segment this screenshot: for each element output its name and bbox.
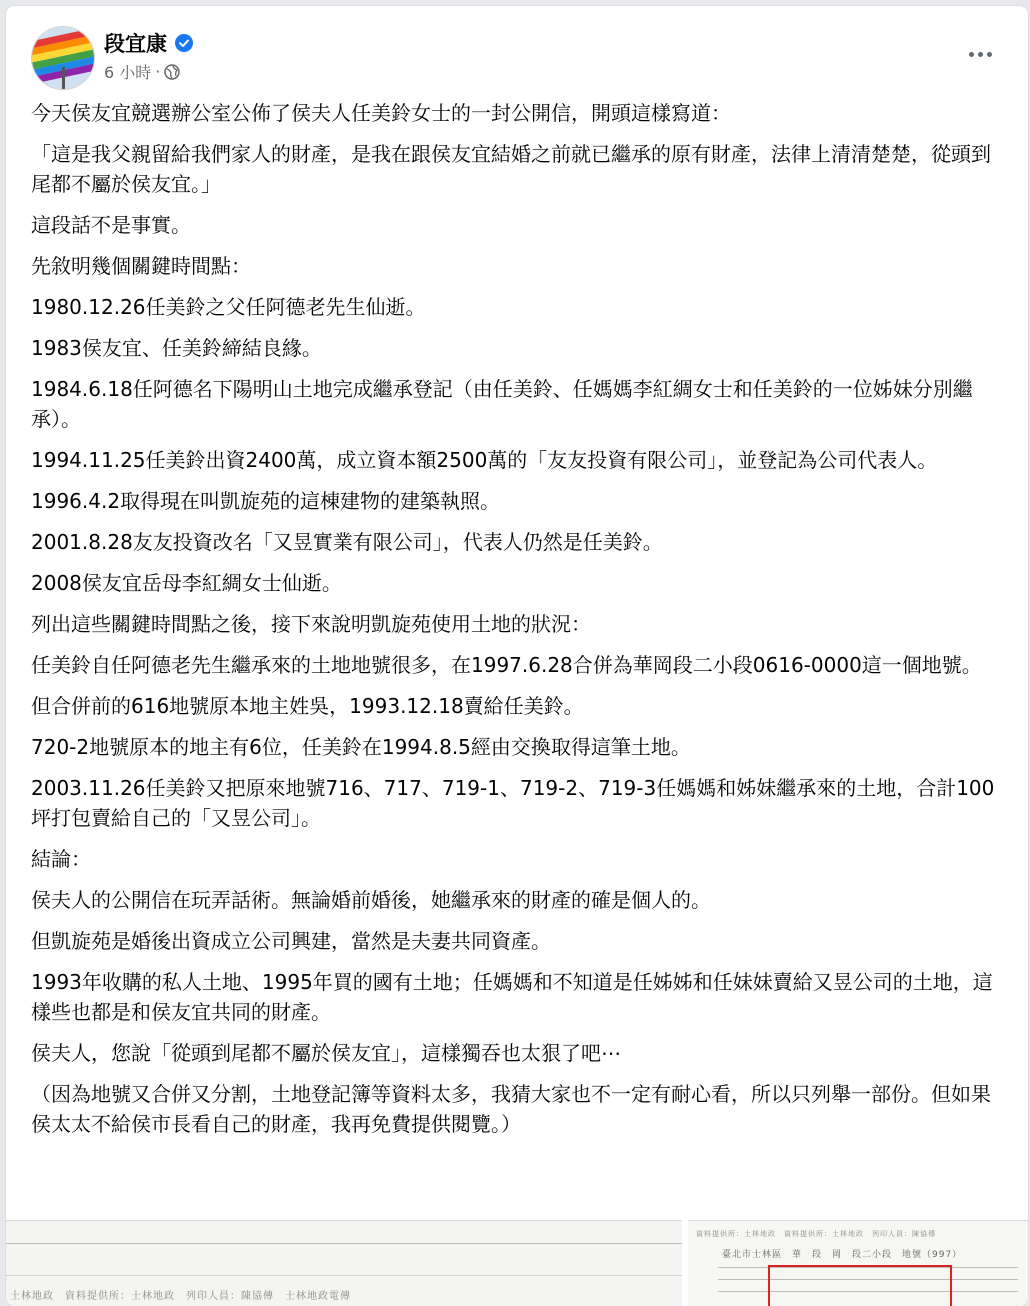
author-name[interactable] [104,28,193,58]
post-paragraph: 但合併前的616地號原本地主姓吳，1993.12.18賣給任美鈴。 [31,694,584,718]
avatar[interactable] [31,26,95,90]
post-header [6,6,1028,96]
attachment-photo-right[interactable] [688,1220,1028,1306]
more-options-button[interactable] [962,42,998,66]
post-time[interactable]: 6 小時 [104,63,152,82]
post-paragraph: 先敘明幾個關鍵時間點： [31,254,251,278]
post-paragraph: 2001.8.28友友投資改名「又昱實業有限公司」，代表人仍然是任美鈴。 [31,530,663,554]
post-paragraph: 2003.11.26任美鈴又把原來地號716、717、719-1、719-2、719-3任媽媽和姊妹繼承來的土地，合計100坪打包賣給自己的「又昱公司」。 [31,776,995,830]
post-paragraph: 結論： [31,847,91,871]
post-paragraph: 「這是我父親留給我們家人的財產，是我在跟侯友宜結婚之前就已繼承的原有財產，法律上清清楚楚，從頭到尾都不屬於侯友宜。」 [31,142,991,196]
post-paragraph: 1983侯友宜、任美鈴締結良緣。 [31,336,322,360]
more-dot-icon [978,52,983,57]
doc-rule [6,1243,682,1244]
globe-icon[interactable] [164,64,180,80]
more-dot-icon [969,52,974,57]
post-paragraph: 1994.11.25任美鈴出資2400萬，成立資本額2500萬的「友友投資有限公司」，並登記為公司代表人。 [31,448,938,472]
post-attachments [6,1220,1028,1306]
author-name-label[interactable]: 段宜康 [104,32,167,56]
attachment-photo-left[interactable] [6,1220,682,1306]
post-paragraph: 1984.6.18任阿德名下陽明山土地完成繼承登記（由任美鈴、任媽媽李紅綢女士和任美鈴的一位姊妹分別繼承）。 [31,377,973,431]
doc-text-right-header: 資料提供所：土林地政 資料提供所：土林地政 列印人員：陳協傳 [696,1230,936,1238]
post-paragraph: 但凱旋苑是婚後出資成立公司興建，當然是夫妻共同資產。 [31,929,551,953]
post-paragraph: 列出這些關鍵時間點之後，接下來說明凱旋苑使用土地的狀況： [31,612,591,636]
doc-rule [6,1275,682,1276]
post-paragraph: 今天侯友宜競選辦公室公佈了侯夫人任美鈴女士的一封公開信，開頭這樣寫道： [31,101,731,125]
doc-highlight-box [768,1265,952,1306]
post-paragraph: 720-2地號原本的地主有6位，任美鈴在1994.8.5經由交換取得這筆土地。 [31,735,691,759]
post-paragraph: 1980.12.26任美鈴之父任阿德老先生仙逝。 [31,295,426,319]
doc-text-left: 土林地政 資料提供所：士林地政 列印人員：陳協傳 士林地政電傳 [10,1291,351,1302]
post-paragraph: 侯夫人的公開信在玩弄話術。無論婚前婚後，她繼承來的財產的確是個人的。 [31,888,711,912]
rainbow-flag-avatar-icon [32,27,94,89]
post-paragraph: 2008侯友宜岳母李紅綢女士仙逝。 [31,571,342,595]
more-dot-icon [987,52,992,57]
meta-separator: · [155,62,161,81]
doc-text-right-row: 臺北市士林區 華 段 岡 段二小段 地號（997） [722,1250,963,1260]
post-meta [104,60,180,83]
post-paragraph: 侯夫人，您說「從頭到尾都不屬於侯友宜」，這樣獨吞也太狠了吧⋯ [31,1041,621,1065]
post-paragraph: 1996.4.2取得現在叫凱旋苑的這棟建物的建築執照。 [31,489,501,513]
post-paragraph: （因為地號又合併又分割，土地登記簿等資料太多，我猜大家也不一定有耐心看，所以只列舉一部份。但如果侯太太不給侯市長看自己的財產，我再免費提供閱覽。） [31,1082,991,1136]
post-paragraph: 這段話不是事實。 [31,213,191,237]
post-paragraph: 任美鈴自任阿德老先生繼承來的土地地號很多，在1997.6.28合併為華岡段二小段0616-0000這一個地號。 [31,653,982,677]
verified-badge-icon [175,34,193,52]
post-paragraph: 1993年收購的私人土地、1995年買的國有土地；任媽媽和不知道是任姊姊和任妹妹賣給又昱公司的土地，這樣些也都是和侯友宜共同的財產。 [31,970,993,1024]
post-card [6,6,1028,1306]
post-body [31,98,1006,1150]
